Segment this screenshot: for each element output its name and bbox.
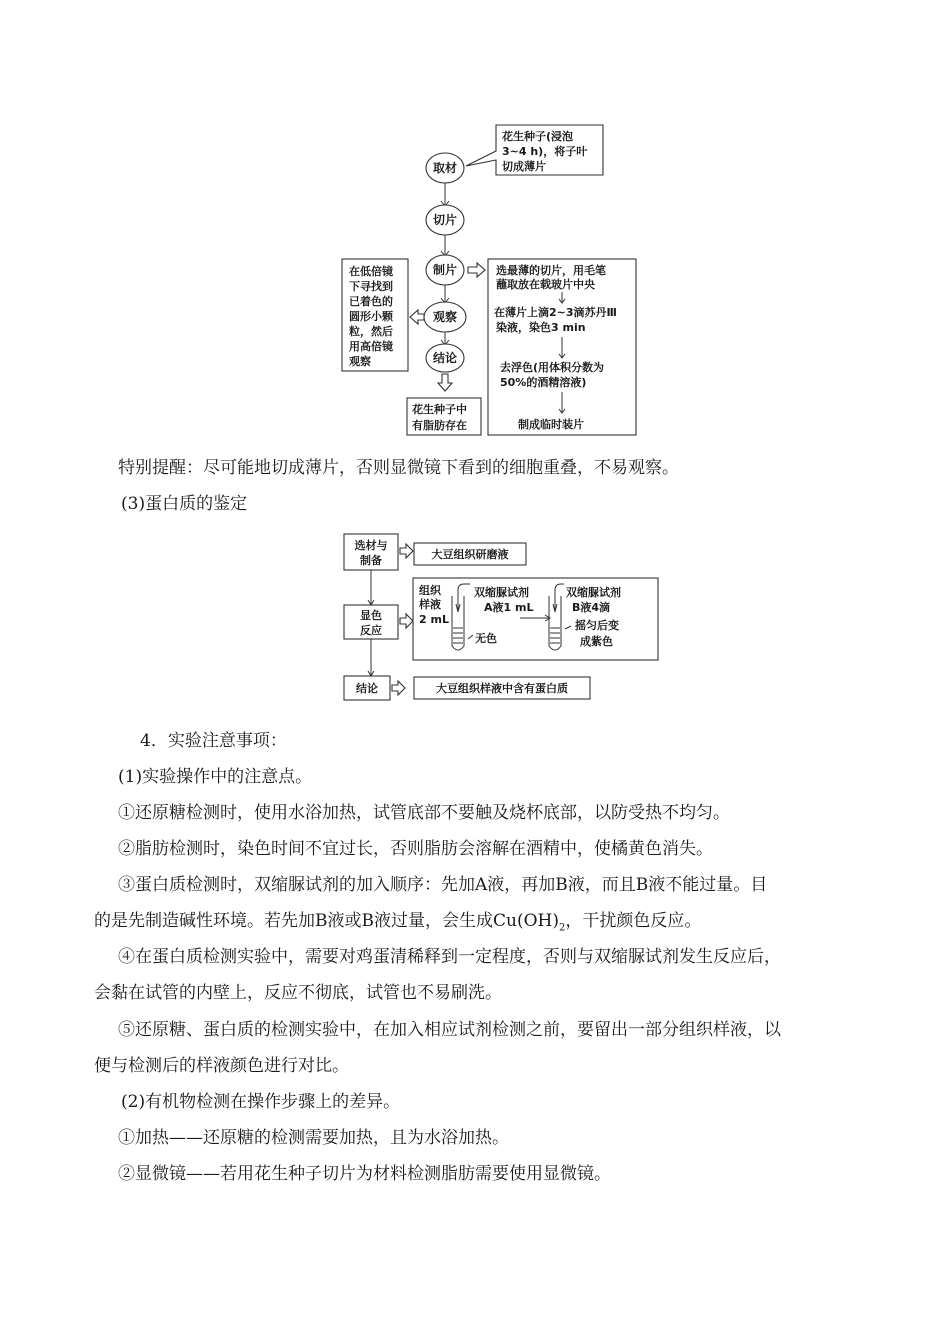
note-1-item-3-line1: ③蛋白质检测时，双缩脲试剂的加入顺序：先加A液，再加B液，而且B液不能过量。目 <box>118 875 768 895</box>
node-jielun-label: 结论 <box>432 351 458 365</box>
svg-text:大豆组织研磨液: 大豆组织研磨液 <box>431 548 509 561</box>
section3-title: (3)蛋白质的鉴定 <box>121 494 248 514</box>
note-2-title: (2)有机物检测在操作步骤上的差异。 <box>121 1092 401 1112</box>
svg-text:组织: 组织 <box>419 584 441 597</box>
svg-text:用高倍镜: 用高倍镜 <box>349 340 393 353</box>
note-1-item-3-line2: 的是先制造碱性环境。若先加B液或B液过量，会生成$Cu(OH)_2$，干扰颜色反应。 <box>94 911 702 934</box>
node-qiepian-label: 切片 <box>432 213 458 227</box>
svg-text:制成临时装片: 制成临时装片 <box>518 418 584 431</box>
svg-text:选材与: 选材与 <box>354 539 388 552</box>
note-1-item-1: ①还原糖检测时，使用水浴加热，试管底部不要触及烧杯底部，以防受热不均匀。 <box>118 803 730 823</box>
note-2-item-1: ①加热——还原糖的检测需要加热，且为水浴加热。 <box>118 1128 509 1148</box>
svg-text:在薄片上滴2~3滴苏丹Ⅲ: 在薄片上滴2~3滴苏丹Ⅲ <box>494 306 617 319</box>
svg-text:反应: 反应 <box>360 624 382 637</box>
note-1-item-5-line1: ⑤还原糖、蛋白质的检测实验中，在加入相应试剂检测之前，要留出一部分组织样液，以 <box>118 1020 781 1040</box>
svg-text:50%的酒精溶液): 50%的酒精溶液) <box>500 376 587 389</box>
svg-text:2 mL: 2 mL <box>419 613 449 626</box>
svg-text:下寻找到: 下寻找到 <box>349 280 393 293</box>
svg-text:花生种子(浸泡: 花生种子(浸泡 <box>502 130 574 143</box>
reminder-text: 特别提醒：尽可能地切成薄片，否则显微镜下看到的细胞重叠，不易观察。 <box>118 458 679 478</box>
section4-title: 4．实验注意事项： <box>140 731 287 751</box>
svg-text:观察: 观察 <box>349 355 371 368</box>
svg-text:圆形小颗: 圆形小颗 <box>349 310 393 323</box>
protein-detection-flowchart <box>340 530 666 706</box>
svg-text:蘸取放在载玻片中央: 蘸取放在载玻片中央 <box>496 278 595 291</box>
svg-text:A液1 mL: A液1 mL <box>484 601 534 614</box>
svg-text:粒，然后: 粒，然后 <box>349 325 393 338</box>
svg-text:切成薄片: 切成薄片 <box>502 160 546 173</box>
hollow-arrow-down <box>438 374 452 391</box>
svg-text:去浮色(用体积分数为: 去浮色(用体积分数为 <box>500 361 605 374</box>
svg-text:选最薄的切片，用毛笔: 选最薄的切片，用毛笔 <box>496 264 606 277</box>
svg-text:样液: 样液 <box>419 598 441 611</box>
note-1-title: (1)实验操作中的注意点。 <box>118 767 313 787</box>
fat-detection-flowchart <box>338 118 644 440</box>
svg-text:大豆组织样液中含有蛋白质: 大豆组织样液中含有蛋白质 <box>436 682 568 695</box>
svg-text:双缩脲试剂: 双缩脲试剂 <box>566 586 621 599</box>
svg-text:摇匀后变: 摇匀后变 <box>575 619 619 632</box>
svg-text:花生种子中: 花生种子中 <box>412 403 467 416</box>
svg-text:成紫色: 成紫色 <box>580 635 613 648</box>
box-reaction-detail <box>413 578 658 660</box>
svg-text:在低倍镜: 在低倍镜 <box>349 265 393 278</box>
note-2-item-2: ②显微镜——若用花生种子切片为材料检测脂肪需要使用显微镜。 <box>118 1164 611 1184</box>
svg-text:B液4滴: B液4滴 <box>572 601 611 614</box>
hollow-arrow-left <box>410 310 424 324</box>
svg-text:染液，染色3 min: 染液，染色3 min <box>496 321 586 334</box>
svg-text:无色: 无色 <box>475 632 497 645</box>
node-zhipian-label: 制片 <box>432 263 458 277</box>
svg-text:显色: 显色 <box>360 609 382 622</box>
note-1-item-4-line1: ④在蛋白质检测实验中，需要对鸡蛋清稀释到一定程度，否则与双缩脲试剂发生反应后， <box>118 947 781 967</box>
svg-text:已着色的: 已着色的 <box>349 295 393 308</box>
svg-text:制备: 制备 <box>360 554 382 567</box>
hollow-arrow-right <box>468 263 485 277</box>
svg-text:结论: 结论 <box>356 682 378 695</box>
note-1-item-2: ②脂肪检测时，染色时间不宜过长，否则脂肪会溶解在酒精中，使橘黄色消失。 <box>118 839 713 859</box>
node-quc-label: 取材 <box>432 161 458 175</box>
svg-text:双缩脲试剂: 双缩脲试剂 <box>474 586 529 599</box>
svg-text:3~4 h)，将子叶: 3~4 h)，将子叶 <box>502 145 588 158</box>
note-1-item-5-line2: 便与检测后的样液颜色进行对比。 <box>94 1056 349 1076</box>
node-guancha-label: 观察 <box>432 310 458 324</box>
note-1-item-4-line2: 会黏在试管的内壁上，反应不彻底，试管也不易刷洗。 <box>94 983 502 1003</box>
svg-text:有脂肪存在: 有脂肪存在 <box>412 419 467 432</box>
